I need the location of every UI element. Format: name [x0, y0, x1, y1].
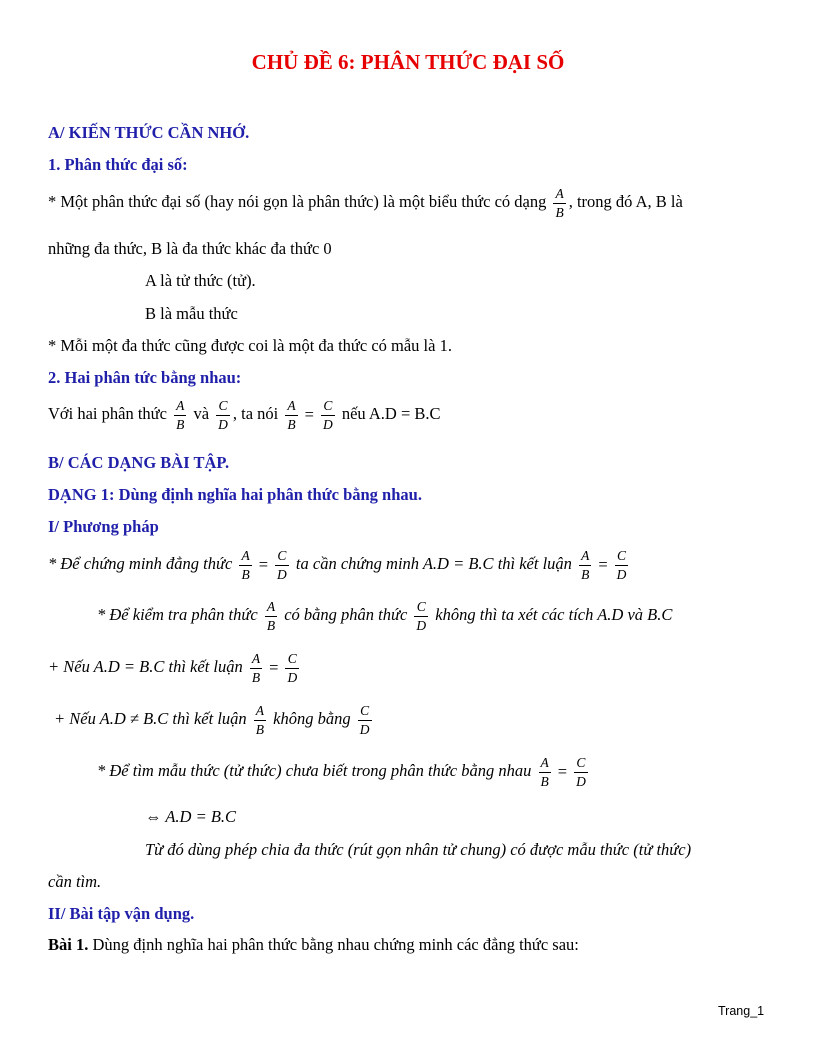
equals-sign: =: [269, 657, 279, 677]
method-line-2: [97, 600, 672, 632]
fraction-a-over-b: $\frac{A}{B}$: [287, 398, 296, 432]
fraction-c-over-d: $\frac{C}{D}$: [616, 548, 627, 582]
definition-text: * Một phân thức đại số (hay nói gọn là phân thức) là một biểu thức có dạng: [48, 191, 547, 211]
method-line-4: [54, 704, 375, 736]
equals-sign: =: [598, 554, 608, 574]
method-4-mid: không bằng: [273, 708, 351, 728]
numerator-note: A là tử thức (tử).: [145, 271, 256, 290]
fraction-a-over-b: $\frac{A}{B}$: [251, 651, 261, 685]
page-title: CHỦ ĐỀ 6: PHÂN THỨC ĐẠI SỐ: [251, 50, 565, 74]
denominator-note: B là mẫu thức: [145, 304, 238, 323]
exercise-1: [48, 937, 579, 954]
method-line-7: Từ đó dùng phép chia đa thức (rút gọn nhân tử chung) có được mẫu thức (tử thức): [145, 840, 692, 859]
definition-tail: , trong đó A, B là: [568, 191, 683, 211]
exercise-1-text: Dùng định nghĩa hai phân thức bằng nhau chứng minh các đẳng thức sau:: [92, 935, 579, 954]
method-line-1: [48, 549, 631, 581]
fraction-c-over-d: $\frac{C}{D}$: [359, 703, 370, 737]
practice-heading: II/ Bài tập vận dụng.: [48, 904, 195, 923]
type-1-heading: DẠNG 1: Dùng định nghĩa hai phân thức bằng nhau.: [48, 485, 422, 504]
method-1-conclusion: ta cần chứng minh A.D = B.C thì kết luận: [295, 553, 572, 573]
method-2-tail: không thì ta xét các tích A.D và B.C: [435, 604, 673, 624]
fraction-c-over-d: $\frac{C}{D}$: [287, 651, 298, 685]
equality-text: Với hai phân thức: [48, 403, 167, 423]
fraction-a-over-b: $\frac{A}{B}$: [255, 703, 265, 737]
fraction-c-over-d: $\frac{C}{D}$: [277, 548, 287, 582]
definition-line-2: những đa thức, B là đa thức khác đa thức 0: [48, 239, 332, 258]
equals-sign: =: [304, 404, 314, 424]
fraction-a-over-b: $\frac{A}{B}$: [176, 398, 185, 432]
method-2-mid: có bằng phân thức: [284, 604, 408, 624]
method-line-5: [97, 756, 591, 788]
section-a-heading: A/ KIẾN THỨC CẦN NHỚ.: [48, 123, 250, 142]
method-line-6: ⇔ A.D = B.C: [145, 807, 237, 826]
fraction-c-over-d: $\frac{C}{D}$: [218, 398, 228, 432]
method-3-text: + Nếu A.D = B.C thì kết luận: [48, 656, 243, 676]
fraction-a-over-b: $\frac{A}{B}$: [266, 599, 276, 633]
equals-sign: =: [557, 761, 568, 781]
fraction-a-over-b: $\frac{A}{B}$: [540, 755, 549, 789]
exercise-1-label: Bài 1.: [48, 935, 89, 954]
section-b-heading: B/ CÁC DẠNG BÀI TẬP.: [48, 453, 230, 472]
definition-line: [48, 187, 683, 219]
equality-condition: nếu A.D = B.C: [341, 403, 441, 423]
subheading-algebraic-fraction: 1. Phân thức đại số:: [48, 155, 188, 174]
fraction-c-over-d: $\frac{C}{D}$: [322, 398, 333, 432]
page-number: Trang_1: [718, 1004, 765, 1018]
equality-mid-text: , ta nói: [232, 403, 279, 423]
method-heading: I/ Phương pháp: [48, 517, 159, 536]
equals-sign: =: [258, 554, 269, 574]
method-line-3: [48, 652, 302, 684]
method-1-text: * Để chứng minh đẳng thức: [48, 553, 233, 573]
fraction-a-over-b: $\frac{A}{B}$: [241, 548, 250, 582]
polynomial-note: * Mỗi một đa thức cũng được coi là một đa thức có mẫu là 1.: [48, 336, 452, 355]
fraction-c-over-d: $\frac{C}{D}$: [576, 755, 586, 789]
and-text: và: [193, 403, 210, 423]
equality-definition-line: [48, 399, 441, 431]
method-5-text: * Để tìm mẫu thức (tử thức) chưa biết trong phân thức bằng nhau: [97, 760, 532, 780]
fraction-a-over-b: $\frac{A}{B}$: [555, 186, 564, 220]
method-line-7b: cần tìm.: [48, 872, 102, 891]
method-4-text: + Nếu A.D ≠ B.C thì kết luận: [54, 708, 247, 728]
subheading-equal-fractions: 2. Hai phân tức bằng nhau:: [48, 368, 242, 387]
fraction-a-over-b: $\frac{A}{B}$: [581, 548, 590, 582]
method-2-text: * Để kiểm tra phân thức: [97, 604, 258, 624]
fraction-c-over-d: $\frac{C}{D}$: [416, 599, 427, 633]
